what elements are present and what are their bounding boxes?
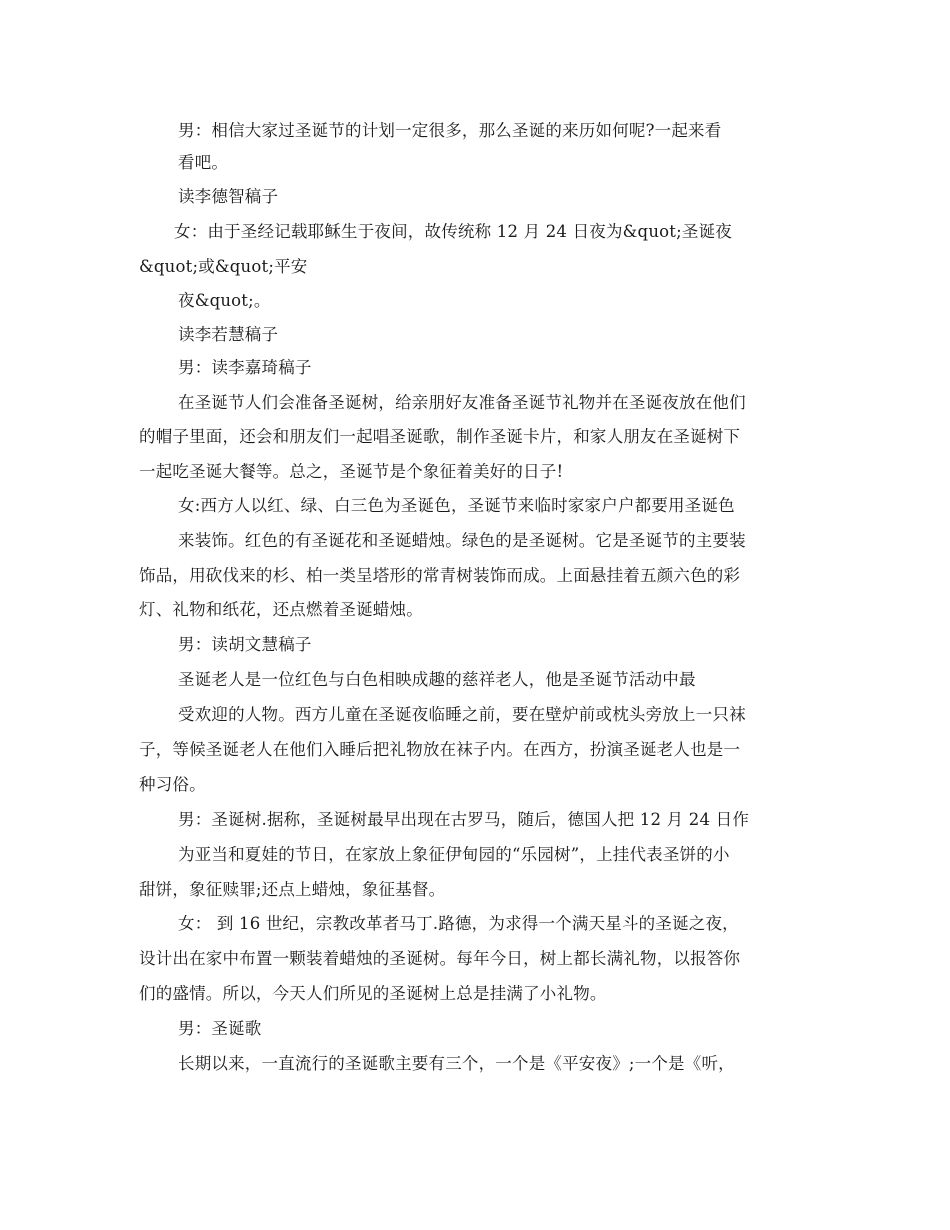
text-line: 女：由于圣经记载耶稣生于夜间，故传统称 12 月 24 日夜为&quot;圣诞夜: [174, 222, 732, 241]
text-line: 圣诞老人是一位红色与白色相映成趣的慈祥老人，他是圣诞节活动中最: [178, 670, 696, 689]
text-line: 女:西方人以红、绿、白三色为圣诞色，圣诞节来临时家家户户都要用圣诞色: [178, 496, 735, 515]
text-line: 读李若慧稿子: [178, 325, 279, 344]
text-line: 饰品，用砍伐来的杉、柏一类呈塔形的常青树装饰而成。上面悬挂着五颜六色的彩: [139, 566, 741, 585]
text-line: 灯、礼物和纸花，还点燃着圣诞蜡烛。: [139, 600, 423, 619]
text-line: 们的盛情。所以，今天人们所见的圣诞树上总是挂满了小礼物。: [139, 984, 607, 1003]
text-line: 读李德智稿子: [178, 187, 279, 206]
text-line: 的帽子里面，还会和朋友们一起唱圣诞歌，制作圣诞卡片，和家人朋友在圣诞树下: [139, 427, 741, 446]
text-line: 男：读李嘉琦稿子: [178, 358, 312, 377]
text-line: 种习俗。: [139, 775, 206, 794]
text-line: 为亚当和夏娃的节日，在家放上象征伊甸园的“乐园树”，上挂代表圣饼的小: [178, 845, 730, 864]
text-line: 男：相信大家过圣诞节的计划一定很多，那么圣诞的来历如何呢?一起来看: [178, 121, 722, 140]
text-line: 长期以来，一直流行的圣诞歌主要有三个，一个是《平安夜》;一个是《听，: [178, 1054, 735, 1073]
text-line: 夜&quot;。: [178, 291, 271, 310]
text-line: 甜饼，象征赎罪;还点上蜡烛，象征基督。: [139, 880, 446, 899]
text-line: 来装饰。红色的有圣诞花和圣诞蜡烛。绿色的是圣诞树。它是圣诞节的主要装: [178, 531, 746, 550]
text-line: 一起吃圣诞大餐等。总之，圣诞节是个象征着美好的日子!: [139, 462, 564, 481]
text-line: 男：读胡文慧稿子: [178, 635, 312, 654]
text-line: &quot;或&quot;平安: [139, 257, 308, 276]
text-line: 看吧。: [178, 153, 229, 172]
text-line: 子，等候圣诞老人在他们入睡后把礼物放在袜子内。在西方，扮演圣诞老人也是一: [139, 740, 741, 759]
text-line: 男：圣诞歌: [178, 1019, 262, 1038]
text-line: 在圣诞节人们会准备圣诞树，给亲朋好友准备圣诞节礼物并在圣诞夜放在他们: [178, 393, 746, 412]
text-line: 男：圣诞树.据称，圣诞树最早出现在古罗马，随后，德国人把 12 月 24 日作: [178, 810, 750, 829]
text-line: 受欢迎的人物。西方儿童在圣诞夜临睡之前，要在壁炉前或枕头旁放上一只袜: [178, 705, 746, 724]
text-line: 设计出在家中布置一颗装着蜡烛的圣诞树。每年今日，树上都长满礼物，以报答你: [139, 949, 741, 968]
text-line: 女： 到 16 世纪，宗教改革者马丁.路德，为求得一个满天星斗的圣诞之夜，: [178, 914, 739, 933]
